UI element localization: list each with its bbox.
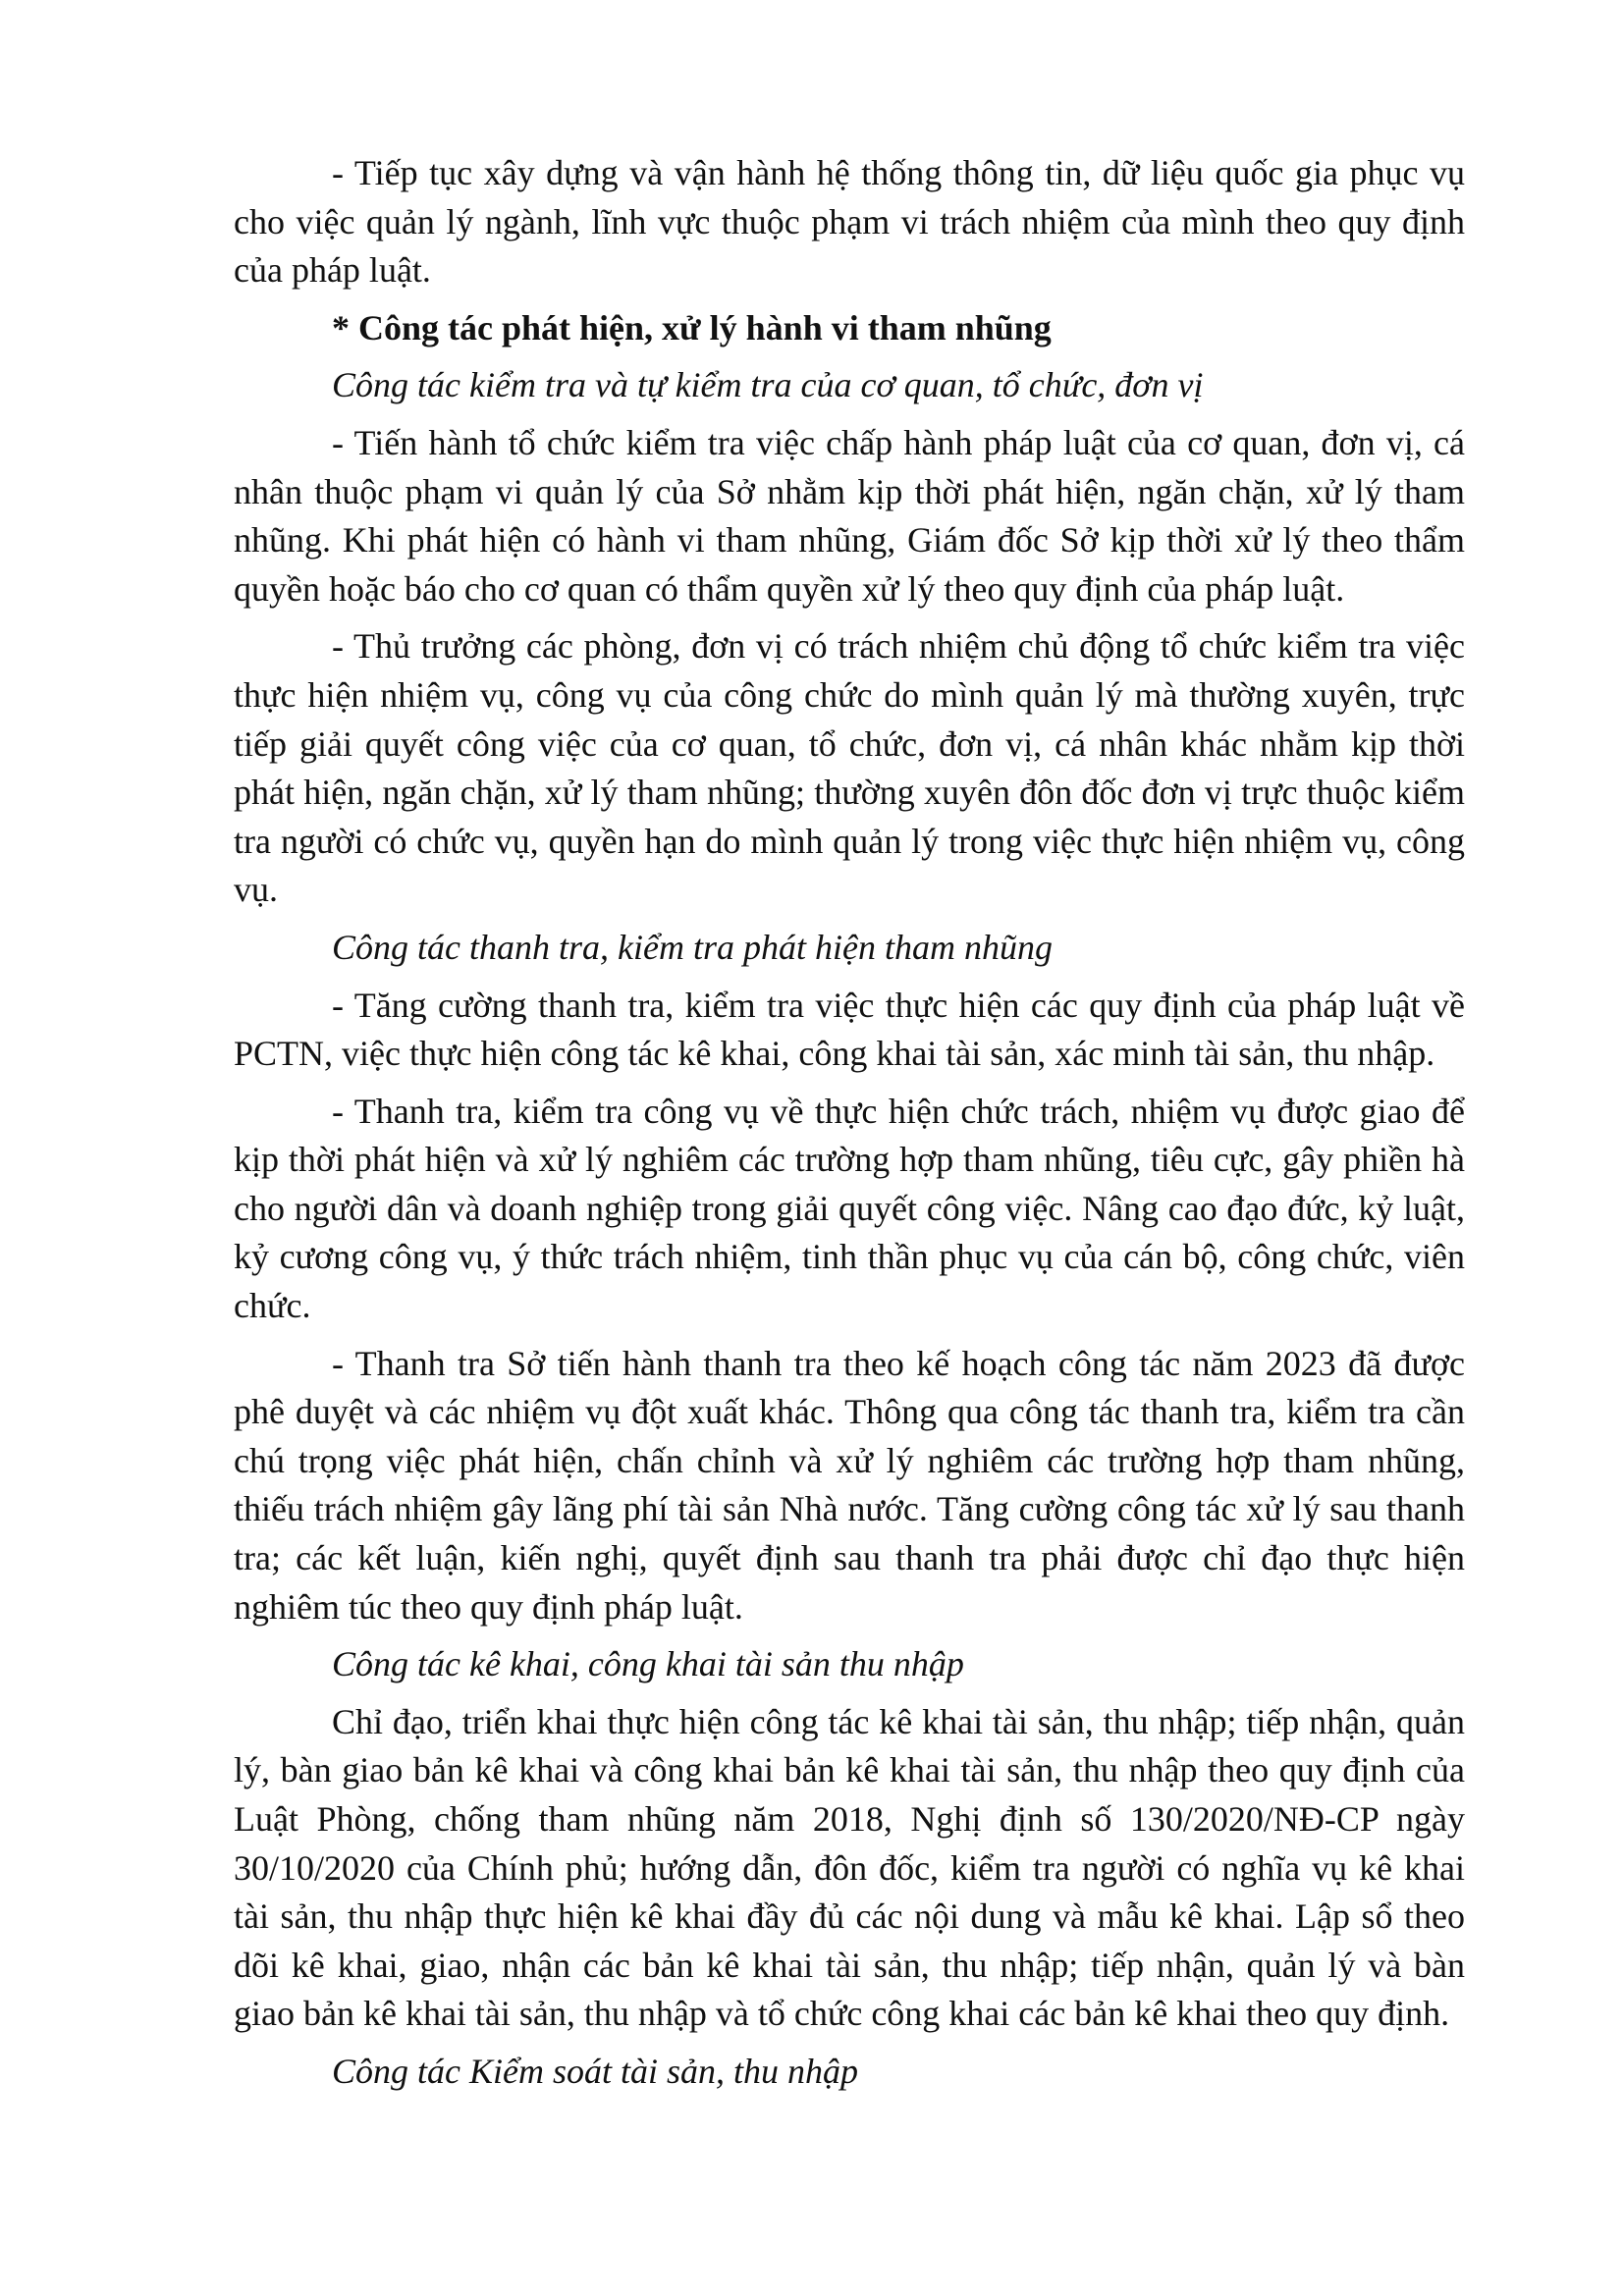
subheading-inspection-detect-corruption: Công tác thanh tra, kiểm tra phát hiện tham nhũng bbox=[332, 927, 1053, 967]
paragraph-department-heads-responsibility: - Thủ trưởng các phòng, đơn vị có trách nhiệm chủ động tổ chức kiểm tra việc thực hiện nhiệm vụ, công vụ của công chức do mình quản lý mà thường xuyên, trực tiếp giải quyết công việc của cơ quan, tổ chức, đơn vị, cá nhân khác nhằm kịp thời phát hiện, ngăn chặn, xử lý tham nhũng; thường xuyên đôn đốc đơn vị trực thuộc kiểm tra người có chức vụ, quyền hạn do mình quản lý trong việc thực hiện nhiệm vụ, công vụ. bbox=[234, 626, 1465, 910]
paragraph-national-data-system: - Tiếp tục xây dựng và vận hành hệ thống thông tin, dữ liệu quốc gia phục vụ cho việc quản lý ngành, lĩnh vực thuộc phạm vi trách nhiệm của mình theo quy định của pháp luật. bbox=[234, 153, 1465, 291]
subheading-asset-income-control: Công tác Kiểm soát tài sản, thu nhập bbox=[332, 2051, 859, 2091]
subheading-inspection-self-inspection: Công tác kiểm tra và tự kiểm tra của cơ quan, tổ chức, đơn vị bbox=[332, 365, 1204, 405]
paragraph-inspection-plan-2023: - Thanh tra Sở tiến hành thanh tra theo kế hoạch công tác năm 2023 đã được phê duyệt và các nhiệm vụ đột xuất khác. Thông qua công tác thanh tra, kiểm tra cần chú trọng việc phát hiện, chấn chỉnh và xử lý nghiêm các trường hợp tham nhũng, thiếu trách nhiệm gây lãng phí tài sản Nhà nước. Tăng cường công tác xử lý sau thanh tra; các kết luận, kiến nghị, quyết định sau thanh tra phải được chỉ đạo thực hiện nghiêm túc theo quy định pháp luật. bbox=[234, 1343, 1465, 1627]
section-heading-detect-handle-corruption: * Công tác phát hiện, xử lý hành vi tham nhũng bbox=[332, 307, 1052, 347]
subheading-asset-income-declaration: Công tác kê khai, công khai tài sản thu nhập bbox=[332, 1644, 964, 1684]
paragraph-public-service-inspection: - Thanh tra, kiểm tra công vụ về thực hiện chức trách, nhiệm vụ được giao để kịp thời phát hiện và xử lý nghiêm các trường hợp tham nhũng, tiêu cực, gây phiền hà cho người dân và doanh nghiệp trong giải quyết công việc. Nâng cao đạo đức, kỷ luật, kỷ cương công vụ, ý thức trách nhiệm, tinh thần phục vụ của cán bộ, công chức, viên chức. bbox=[234, 1091, 1465, 1326]
paragraph-law-compliance-inspection: - Tiến hành tổ chức kiểm tra việc chấp hành pháp luật của cơ quan, đơn vị, cá nhân thuộc phạm vi quản lý của Sở nhằm kịp thời phát hiện, ngăn chặn, xử lý tham nhũng. Khi phát hiện có hành vi tham nhũng, Giám đốc Sở kịp thời xử lý theo thẩm quyền hoặc báo cho cơ quan có thẩm quyền xử lý theo quy định của pháp luật. bbox=[234, 422, 1465, 609]
document-body bbox=[234, 149, 1465, 2106]
paragraph-asset-declaration-direction: Chỉ đạo, triển khai thực hiện công tác kê khai tài sản, thu nhập; tiếp nhận, quản lý, bàn giao bản kê khai và công khai bản kê khai tài sản, thu nhập theo quy định của Luật Phòng, chống tham nhũng năm 2018, Nghị định số 130/2020/NĐ-CP ngày 30/10/2020 của Chính phủ; hướng dẫn, đôn đốc, kiểm tra người có nghĩa vụ kê khai tài sản, thu nhập thực hiện kê khai đầy đủ các nội dung và mẫu kê khai. Lập sổ theo dõi kê khai, giao, nhận các bản kê khai tài sản, thu nhập; tiếp nhận, quản lý và bàn giao bản kê khai tài sản, thu nhập và tổ chức công khai các bản kê khai theo quy định. bbox=[234, 1701, 1465, 2034]
paragraph-strengthen-inspection-pctn: - Tăng cường thanh tra, kiểm tra việc thực hiện các quy định của pháp luật về PCTN, việc thực hiện công tác kê khai, công khai tài sản, xác minh tài sản, thu nhập. bbox=[234, 985, 1465, 1074]
